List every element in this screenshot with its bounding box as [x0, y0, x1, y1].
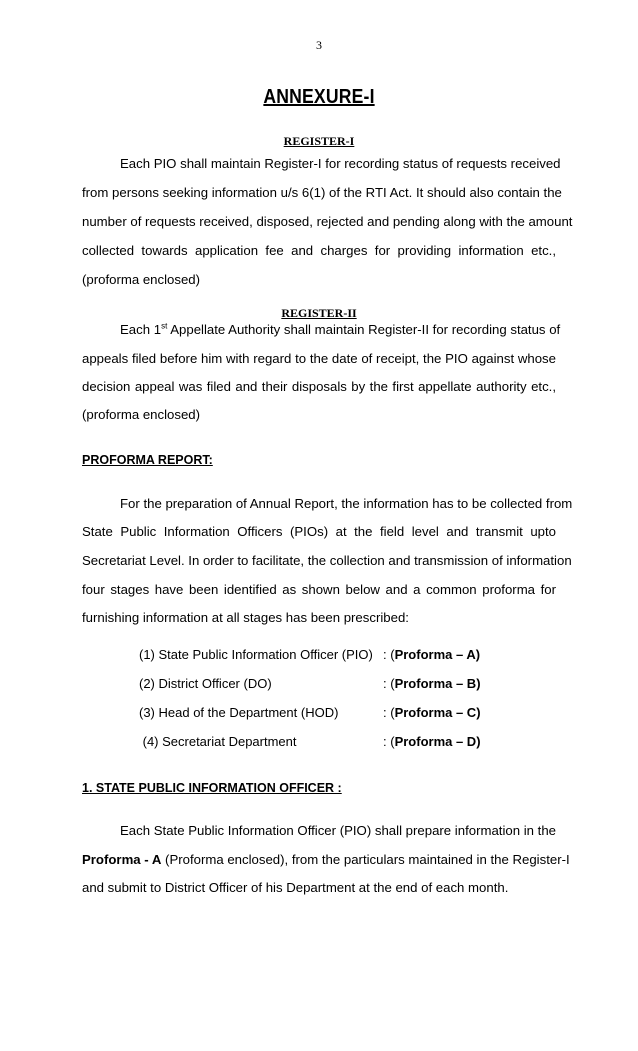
- register-1-line-4: collected towards application fee and charges for providing information etc.,: [82, 243, 556, 258]
- stage-4-proforma: : (Proforma – D): [383, 734, 481, 749]
- section-1-heading: 1. STATE PUBLIC INFORMATION OFFICER :: [82, 781, 342, 795]
- page-number: 3: [316, 38, 322, 52]
- stage-4-label: (4) Secretariat Department: [139, 734, 297, 749]
- stage-2-proforma: : (Proforma – B): [383, 676, 481, 691]
- register-1-heading: REGISTER-I: [283, 134, 355, 148]
- stage-3-label: (3) Head of the Department (HOD): [139, 705, 339, 720]
- register-1-line-5: (proforma enclosed): [82, 272, 201, 287]
- annexure-title: ANNEXURE-I: [263, 86, 375, 108]
- register-1-line-3: number of requests received, disposed, rejected and pending along with the amount: [82, 214, 573, 229]
- register-2-line-2: appeals filed before him with regard to the date of receipt, the PIO against whose: [82, 351, 556, 366]
- register-1-line-1: Each PIO shall maintain Register-I for recording status of requests received: [120, 156, 561, 171]
- proforma-line-1: For the preparation of Annual Report, the information has to be collected from: [120, 496, 573, 511]
- register-2-line-4: (proforma enclosed): [82, 407, 201, 422]
- stage-2-label: (2) District Officer (DO): [139, 676, 272, 691]
- stage-1-label: (1) State Public Information Officer (PIO): [139, 647, 373, 662]
- section-1-line-2: Proforma - A (Proforma enclosed), from the particulars maintained in the Register-I: [82, 852, 570, 867]
- proforma-line-5: furnishing information at all stages has been prescribed:: [82, 610, 409, 625]
- proforma-line-3: Secretariat Level. In order to facilitate, the collection and transmission of information: [82, 553, 572, 568]
- stage-3-proforma: : (Proforma – C): [383, 705, 481, 720]
- section-1-line-3: and submit to District Officer of his Department at the end of each month.: [82, 880, 509, 895]
- proforma-line-2: State Public Information Officers (PIOs) at the field level and transmit upto: [82, 524, 556, 539]
- register-1-line-2: from persons seeking information u/s 6(1) of the RTI Act. It should also contain the: [82, 185, 562, 200]
- register-2-line-3: decision appeal was filed and their disposals by the first appellate authority etc.,: [82, 379, 556, 394]
- register-2-line-1: Each 1st Appellate Authority shall maintain Register-II for recording status of: [120, 321, 561, 337]
- section-1-line-1: Each State Public Information Officer (PIO) shall prepare information in the: [120, 823, 556, 838]
- proforma-line-4: four stages have been identified as shown below and a common proforma for: [82, 582, 556, 597]
- stage-1-proforma: : (Proforma – A): [383, 647, 481, 662]
- register-2-heading: REGISTER-II: [281, 306, 357, 320]
- proforma-report-heading: PROFORMA REPORT:: [82, 453, 213, 467]
